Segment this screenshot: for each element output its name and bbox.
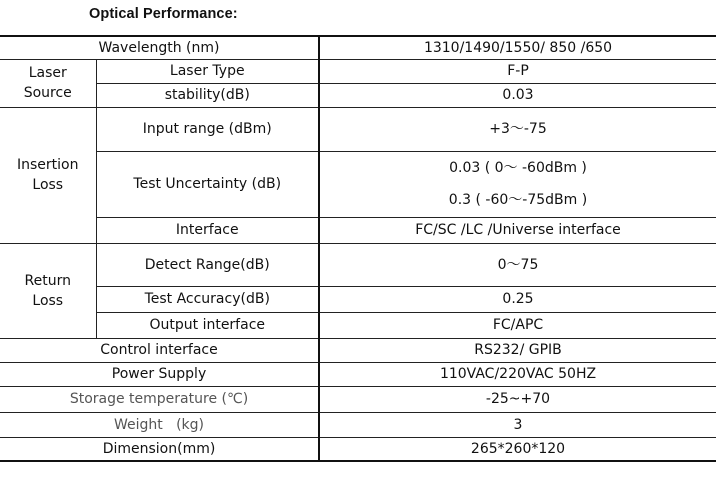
group-label-line: Laser — [28, 65, 67, 81]
spec-value: 1310/1490/1550/ 850 /650 — [319, 36, 716, 59]
table-row-interface — [0, 217, 716, 243]
table-row-wavelength — [0, 36, 716, 59]
spec-label: Detect Range(dB) — [96, 243, 319, 286]
spec-label: Control interface — [0, 338, 319, 362]
spec-value-multiline — [319, 151, 716, 217]
table-row-weight — [0, 412, 716, 437]
spec-value: 0.25 — [319, 286, 716, 312]
group-label-line: Return — [24, 272, 71, 289]
table-row-output-interface — [0, 312, 716, 338]
spec-value: F-P — [319, 59, 716, 83]
table-row-laser-type — [0, 59, 716, 83]
spec-value: 3 — [319, 412, 716, 437]
group-label-line: Insertion — [17, 157, 79, 173]
group-laser-source — [0, 59, 96, 107]
group-label-line: Source — [23, 85, 72, 101]
spec-label: Test Accuracy(dB) — [96, 286, 319, 312]
spec-label: Storage temperature (℃) — [0, 386, 319, 412]
table-row-detect-range — [0, 243, 716, 286]
spec-label: Input range (dBm) — [96, 107, 319, 151]
group-insertion-loss — [0, 107, 96, 243]
table-row-input-range — [0, 107, 716, 151]
table-row-power-supply — [0, 362, 716, 386]
spec-value: RS232/ GPIB — [319, 338, 716, 362]
spec-value: 265*260*120 — [319, 437, 716, 461]
spec-label: Test Uncertainty (dB) — [96, 151, 319, 217]
group-return-loss — [0, 243, 96, 338]
spec-label: Wavelength (nm) — [0, 36, 319, 59]
spec-label: Laser Type — [96, 59, 319, 83]
group-label-line: Loss — [32, 292, 64, 309]
spec-label: Weight (kg) — [0, 412, 319, 437]
table-row-test-uncertainty — [0, 151, 716, 217]
group-label-line: Loss — [32, 177, 64, 193]
spec-value: 110VAC/220VAC 50HZ — [319, 362, 716, 386]
spec-value: FC/APC — [319, 312, 716, 338]
section-title: Optical Performance: — [89, 6, 238, 22]
specification-table — [0, 35, 716, 462]
spec-label: stability(dB) — [96, 83, 319, 107]
spec-value-line: 0.3 ( -60～-75dBm ) — [448, 192, 588, 208]
table-row-stability — [0, 83, 716, 107]
spec-value: 0.03 — [319, 83, 716, 107]
spec-label: Dimension(mm) — [0, 437, 319, 461]
spec-value: 0～75 — [319, 243, 716, 286]
table-row-storage-temperature — [0, 386, 716, 412]
spec-label: Power Supply — [0, 362, 319, 386]
spec-value-line: 0.03 ( 0～ -60dBm ) — [449, 160, 587, 176]
table-row-dimension — [0, 437, 716, 461]
spec-value: FC/SC /LC /Universe interface — [319, 217, 716, 243]
spec-label: Output interface — [96, 312, 319, 338]
spec-label: Interface — [96, 217, 319, 243]
table-row-control-interface — [0, 338, 716, 362]
spec-value: +3～-75 — [319, 107, 716, 151]
spec-value: -25~+70 — [319, 386, 716, 412]
table-row-test-accuracy — [0, 286, 716, 312]
